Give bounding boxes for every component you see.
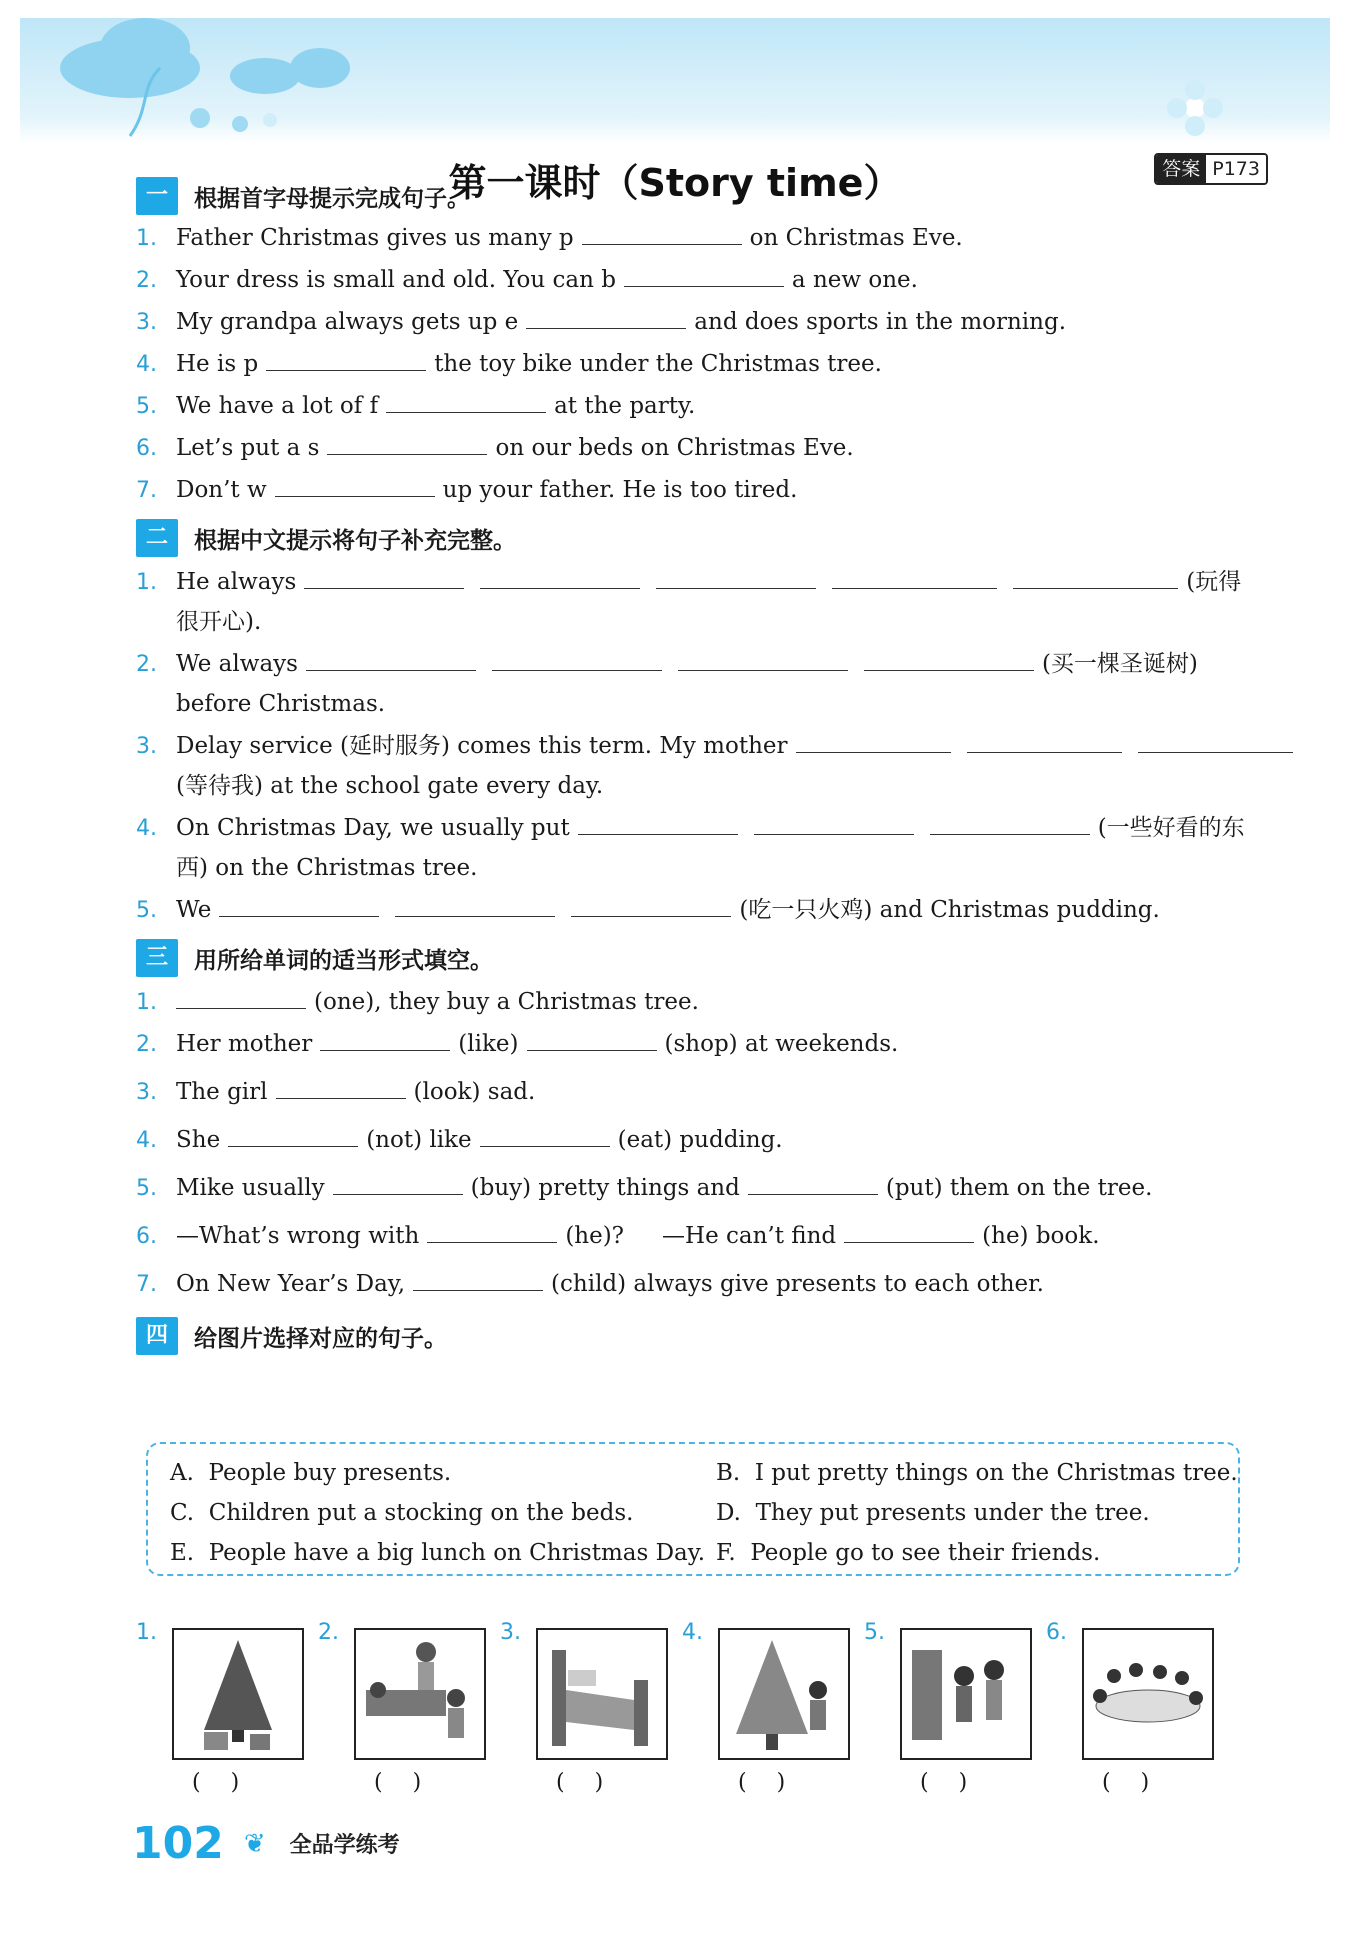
s2-question: 1. He always (玩得 很开心).: [136, 564, 1241, 600]
flower-vine-icon: [120, 58, 280, 138]
answer-blank[interactable]: [832, 564, 997, 589]
answer-blank[interactable]: [678, 646, 848, 671]
christmas-tree-presents-icon: [172, 1628, 304, 1760]
answer-blank[interactable]: [967, 728, 1122, 753]
answer-blank[interactable]: [582, 220, 742, 245]
s3-question: 4. She (not) like (eat) pudding.: [136, 1122, 783, 1158]
section-2-heading: [136, 518, 516, 558]
bed-stocking-icon: [536, 1628, 668, 1760]
answer-blank[interactable]: [578, 810, 738, 835]
answer-blank[interactable]: [276, 1074, 406, 1099]
girl-decorating-tree-icon: [718, 1628, 850, 1760]
option-f: F. People go to see their friends.: [716, 1540, 1101, 1566]
answer-blank[interactable]: [228, 1122, 358, 1147]
answer-blank[interactable]: [413, 1266, 543, 1291]
option-b: B. I put pretty things on the Christmas tree.: [716, 1460, 1238, 1486]
s3-question: 5. Mike usually (buy) pretty things and (put) them on the tree.: [136, 1170, 1152, 1206]
brand-name: 全品学练考: [289, 1833, 400, 1858]
answer-blank[interactable]: [844, 1218, 974, 1243]
answer-blank[interactable]: [796, 728, 951, 753]
answer-parentheses[interactable]: (): [1102, 1770, 1180, 1795]
answer-blank[interactable]: [526, 304, 686, 329]
s1-question: 3. My grandpa always gets up e and does sports in the morning.: [136, 304, 1066, 340]
answer-blank[interactable]: [320, 1026, 450, 1051]
answer-parentheses[interactable]: (): [738, 1770, 816, 1795]
s2-question: 2. We always (买一棵圣诞树) before Christmas.: [136, 646, 1198, 682]
answer-blank[interactable]: [1138, 728, 1293, 753]
s1-question: 1. Father Christmas gives us many p on Christmas Eve.: [136, 220, 963, 256]
answer-blank[interactable]: [333, 1170, 463, 1195]
answer-parentheses[interactable]: (): [920, 1770, 998, 1795]
s2-question: 3. Delay service (延时服务) comes this term. My mother (等待我) at the school gate every day.: [136, 728, 1301, 764]
answer-blank[interactable]: [395, 892, 555, 917]
answer-parentheses[interactable]: (): [556, 1770, 634, 1795]
answer-blank[interactable]: [266, 346, 426, 371]
section-number: 三: [136, 939, 178, 977]
s2-question: 5. We (吃一只火鸡) and Christmas pudding.: [136, 892, 1160, 928]
answer-blank[interactable]: [480, 564, 640, 589]
answer-blank[interactable]: [571, 892, 731, 917]
page-title: 第一课时（Story time）: [448, 161, 902, 205]
answer-reference: [1154, 153, 1268, 185]
answer-blank[interactable]: [304, 564, 464, 589]
option-c: C. Children put a stocking on the beds.: [170, 1500, 634, 1526]
section-title: 根据首字母提示完成句子。: [194, 185, 470, 212]
answer-blank[interactable]: [306, 646, 476, 671]
answer-blank[interactable]: [427, 1218, 557, 1243]
answer-blank[interactable]: [527, 1026, 657, 1051]
s3-question: 2. Her mother (like) (shop) at weekends.: [136, 1026, 898, 1062]
answer-blank[interactable]: [624, 262, 784, 287]
s1-question: 6. Let’s put a s on our beds on Christmas Eve.: [136, 430, 854, 466]
option-e: E. People have a big lunch on Christmas Day.: [170, 1540, 706, 1566]
answer-blank[interactable]: [327, 430, 487, 455]
answer-blank[interactable]: [386, 388, 546, 413]
answer-blank[interactable]: [480, 1122, 610, 1147]
option-d: D. They put presents under the tree.: [716, 1500, 1150, 1526]
answer-page: P173: [1206, 155, 1266, 183]
page-footer: [132, 1818, 400, 1869]
options-box: [146, 1442, 1240, 1576]
s2-question: 4. On Christmas Day, we usually put (一些好看的东 西) on the Christmas tree.: [136, 810, 1245, 846]
section-1-heading: [136, 176, 470, 216]
visiting-friends-icon: [900, 1628, 1032, 1760]
answer-parentheses[interactable]: (): [374, 1770, 452, 1795]
section-title: 给图片选择对应的句子。: [194, 1325, 447, 1352]
s1-question: 2. Your dress is small and old. You can b a new one.: [136, 262, 918, 298]
section-title: 用所给单词的适当形式填空。: [194, 947, 493, 974]
section-4-heading: [136, 1316, 447, 1356]
s1-question: 5. We have a lot of f at the party.: [136, 388, 695, 424]
leaf-icon: ❦: [243, 1828, 266, 1859]
picture-row: 1. () 2. () 3. () 4. () 5. () 6. (): [136, 1628, 1256, 1778]
answer-blank[interactable]: [1013, 564, 1178, 589]
answer-parentheses[interactable]: (): [192, 1770, 270, 1795]
answer-blank[interactable]: [219, 892, 379, 917]
option-a: A. People buy presents.: [170, 1460, 452, 1486]
page-number: 102: [132, 1818, 224, 1869]
section-number: 四: [136, 1317, 178, 1355]
s3-question: 6. —What’s wrong with (he)? —He can’t find (he) book.: [136, 1218, 1100, 1254]
people-shopping-icon: [354, 1628, 486, 1760]
answer-blank[interactable]: [748, 1170, 878, 1195]
answer-blank[interactable]: [656, 564, 816, 589]
cloud-icon: [290, 48, 350, 88]
s3-question: 3. The girl (look) sad.: [136, 1074, 535, 1110]
section-title: 根据中文提示将句子补充完整。: [194, 527, 516, 554]
header-banner: [20, 18, 1330, 143]
answer-blank[interactable]: [930, 810, 1090, 835]
worksheet-page: [20, 18, 1330, 1943]
answer-label: 答案: [1156, 155, 1206, 183]
section-number: 一: [136, 177, 178, 215]
answer-blank[interactable]: [864, 646, 1034, 671]
family-lunch-icon: [1082, 1628, 1214, 1760]
answer-blank[interactable]: [492, 646, 662, 671]
s3-question: 7. On New Year’s Day, (child) always give presents to each other.: [136, 1266, 1044, 1302]
answer-blank[interactable]: [754, 810, 914, 835]
section-3-heading: [136, 938, 493, 978]
answer-blank[interactable]: [176, 984, 306, 1009]
section-number: 二: [136, 519, 178, 557]
s3-question: 1. (one), they buy a Christmas tree.: [136, 984, 699, 1020]
answer-blank[interactable]: [275, 472, 435, 497]
s1-question: 4. He is p the toy bike under the Christmas tree.: [136, 346, 882, 382]
flower-icon: [1150, 68, 1240, 148]
s1-question: 7. Don’t w up your father. He is too tired.: [136, 472, 797, 508]
